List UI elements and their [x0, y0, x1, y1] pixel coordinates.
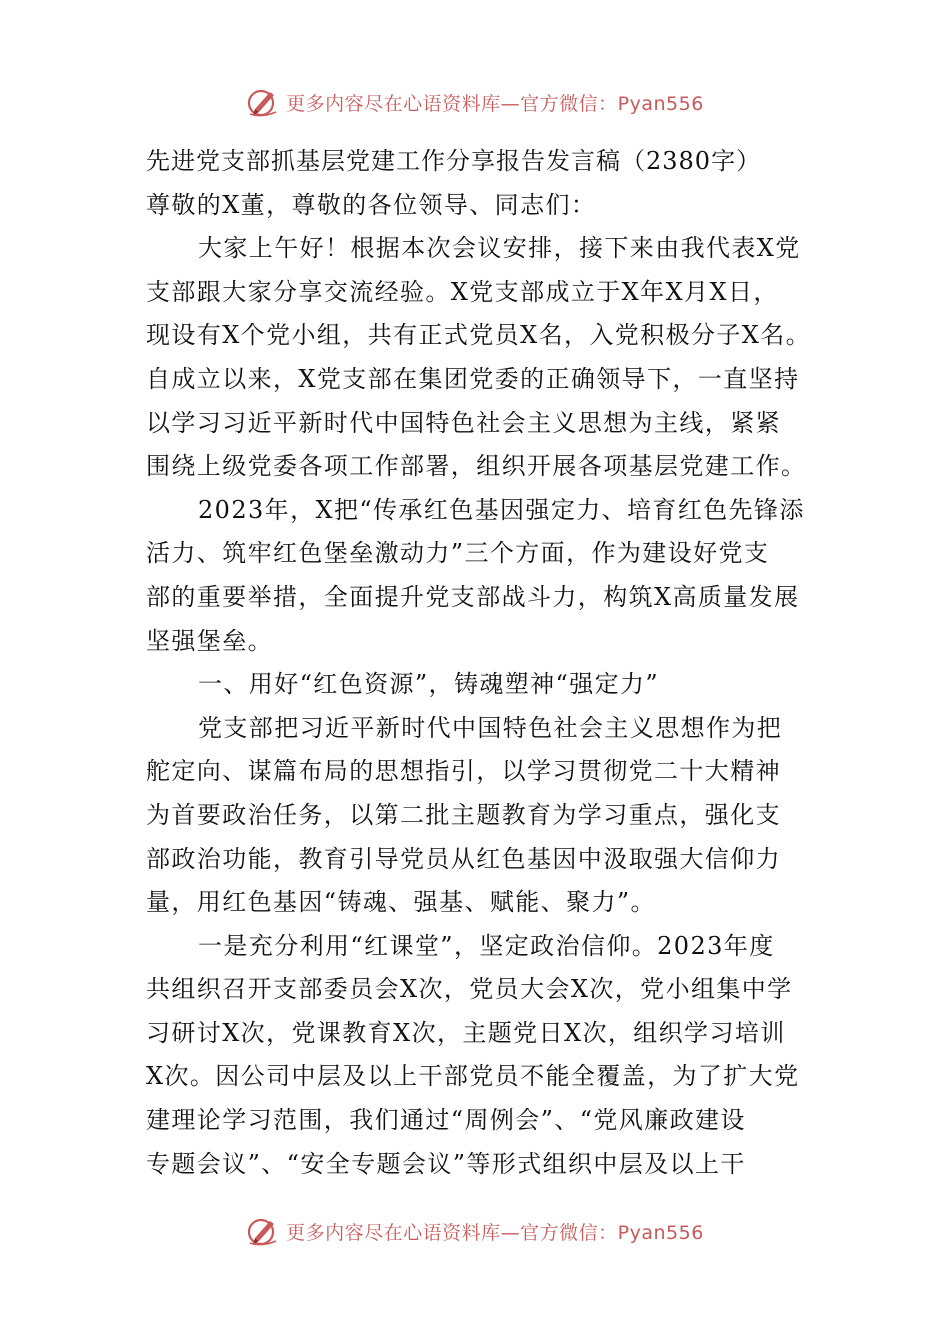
paragraph-line: 支部跟大家分享交流经验。X党支部成立于X年X月X日， — [146, 277, 779, 306]
paragraph-line: X次。因公司中层及以上干部党员不能全覆盖，为了扩大党 — [146, 1062, 800, 1091]
header-watermark-banner — [0, 82, 950, 122]
watermark-text: 更多内容尽在心语资料库—官方微信：Pyan556 — [286, 1221, 704, 1244]
paragraph-line: 为首要政治任务，以第二批主题教育为学习重点，强化支 — [146, 800, 781, 829]
paragraph-line: 坚强堡垒。 — [146, 626, 273, 655]
document-body — [146, 140, 816, 1186]
pen-logo-icon — [246, 85, 280, 119]
paragraph-line: 围绕上级党委各项工作部署，组织开展各项基层党建工作。 — [146, 452, 807, 481]
paragraph-line: 现设有X个党小组，共有正式党员X名，入党积极分子X名。 — [146, 321, 812, 350]
paragraph-line: 部政治功能，教育引导党员从红色基因中汲取强大信仰力 — [146, 844, 781, 873]
footer-watermark-banner — [0, 1211, 950, 1251]
paragraph-line: 建理论学习范围，我们通过“周例会”、“党风廉政建设 — [146, 1106, 746, 1135]
paragraph-line: 自成立以来，X党支部在集团党委的正确领导下，一直坚持 — [146, 364, 800, 393]
salutation-line: 尊敬的X董，尊敬的各位领导、同志们： — [146, 190, 597, 219]
pen-logo-icon — [246, 1214, 280, 1248]
paragraph-line: 党支部把习近平新时代中国特色社会主义思想作为把 — [198, 713, 783, 742]
watermark-text: 更多内容尽在心语资料库—官方微信：Pyan556 — [286, 92, 704, 115]
paragraph-line: 量，用红色基因“铸魂、强基、赋能、聚力”。 — [146, 888, 656, 917]
paragraph-line: 2023年，X把“传承红色基因强定力、培育红色先锋添 — [198, 495, 805, 524]
paragraph-line: 舵定向、谋篇布局的思想指引，以学习贯彻党二十大精神 — [146, 757, 781, 786]
paragraph-line: 活力、筑牢红色堡垒激动力”三个方面，作为建设好党支 — [146, 539, 770, 568]
section-heading: 一、用好“红色资源”，铸魂塑神“强定力” — [198, 670, 660, 699]
paragraph-line: 一是充分利用“红课堂”，坚定政治信仰。2023年度 — [198, 931, 775, 960]
document-title: 先进党支部抓基层党建工作分享报告发言稿（2380字） — [146, 147, 762, 175]
paragraph-line: 专题会议”、“安全专题会议”等形式组织中层及以上干 — [146, 1149, 746, 1178]
paragraph-line: 以学习习近平新时代中国特色社会主义思想为主线，紧紧 — [146, 408, 781, 437]
paragraph-line: 大家上午好！根据本次会议安排，接下来由我代表X党 — [198, 234, 801, 263]
paragraph-line: 习研讨X次，党课教育X次，主题党日X次，组织学习培训 — [146, 1018, 786, 1047]
paragraph-line: 共组织召开支部委员会X次，党员大会X次，党小组集中学 — [146, 975, 793, 1004]
paragraph-line: 部的重要举措，全面提升党支部战斗力，构筑X高质量发展 — [146, 582, 800, 611]
